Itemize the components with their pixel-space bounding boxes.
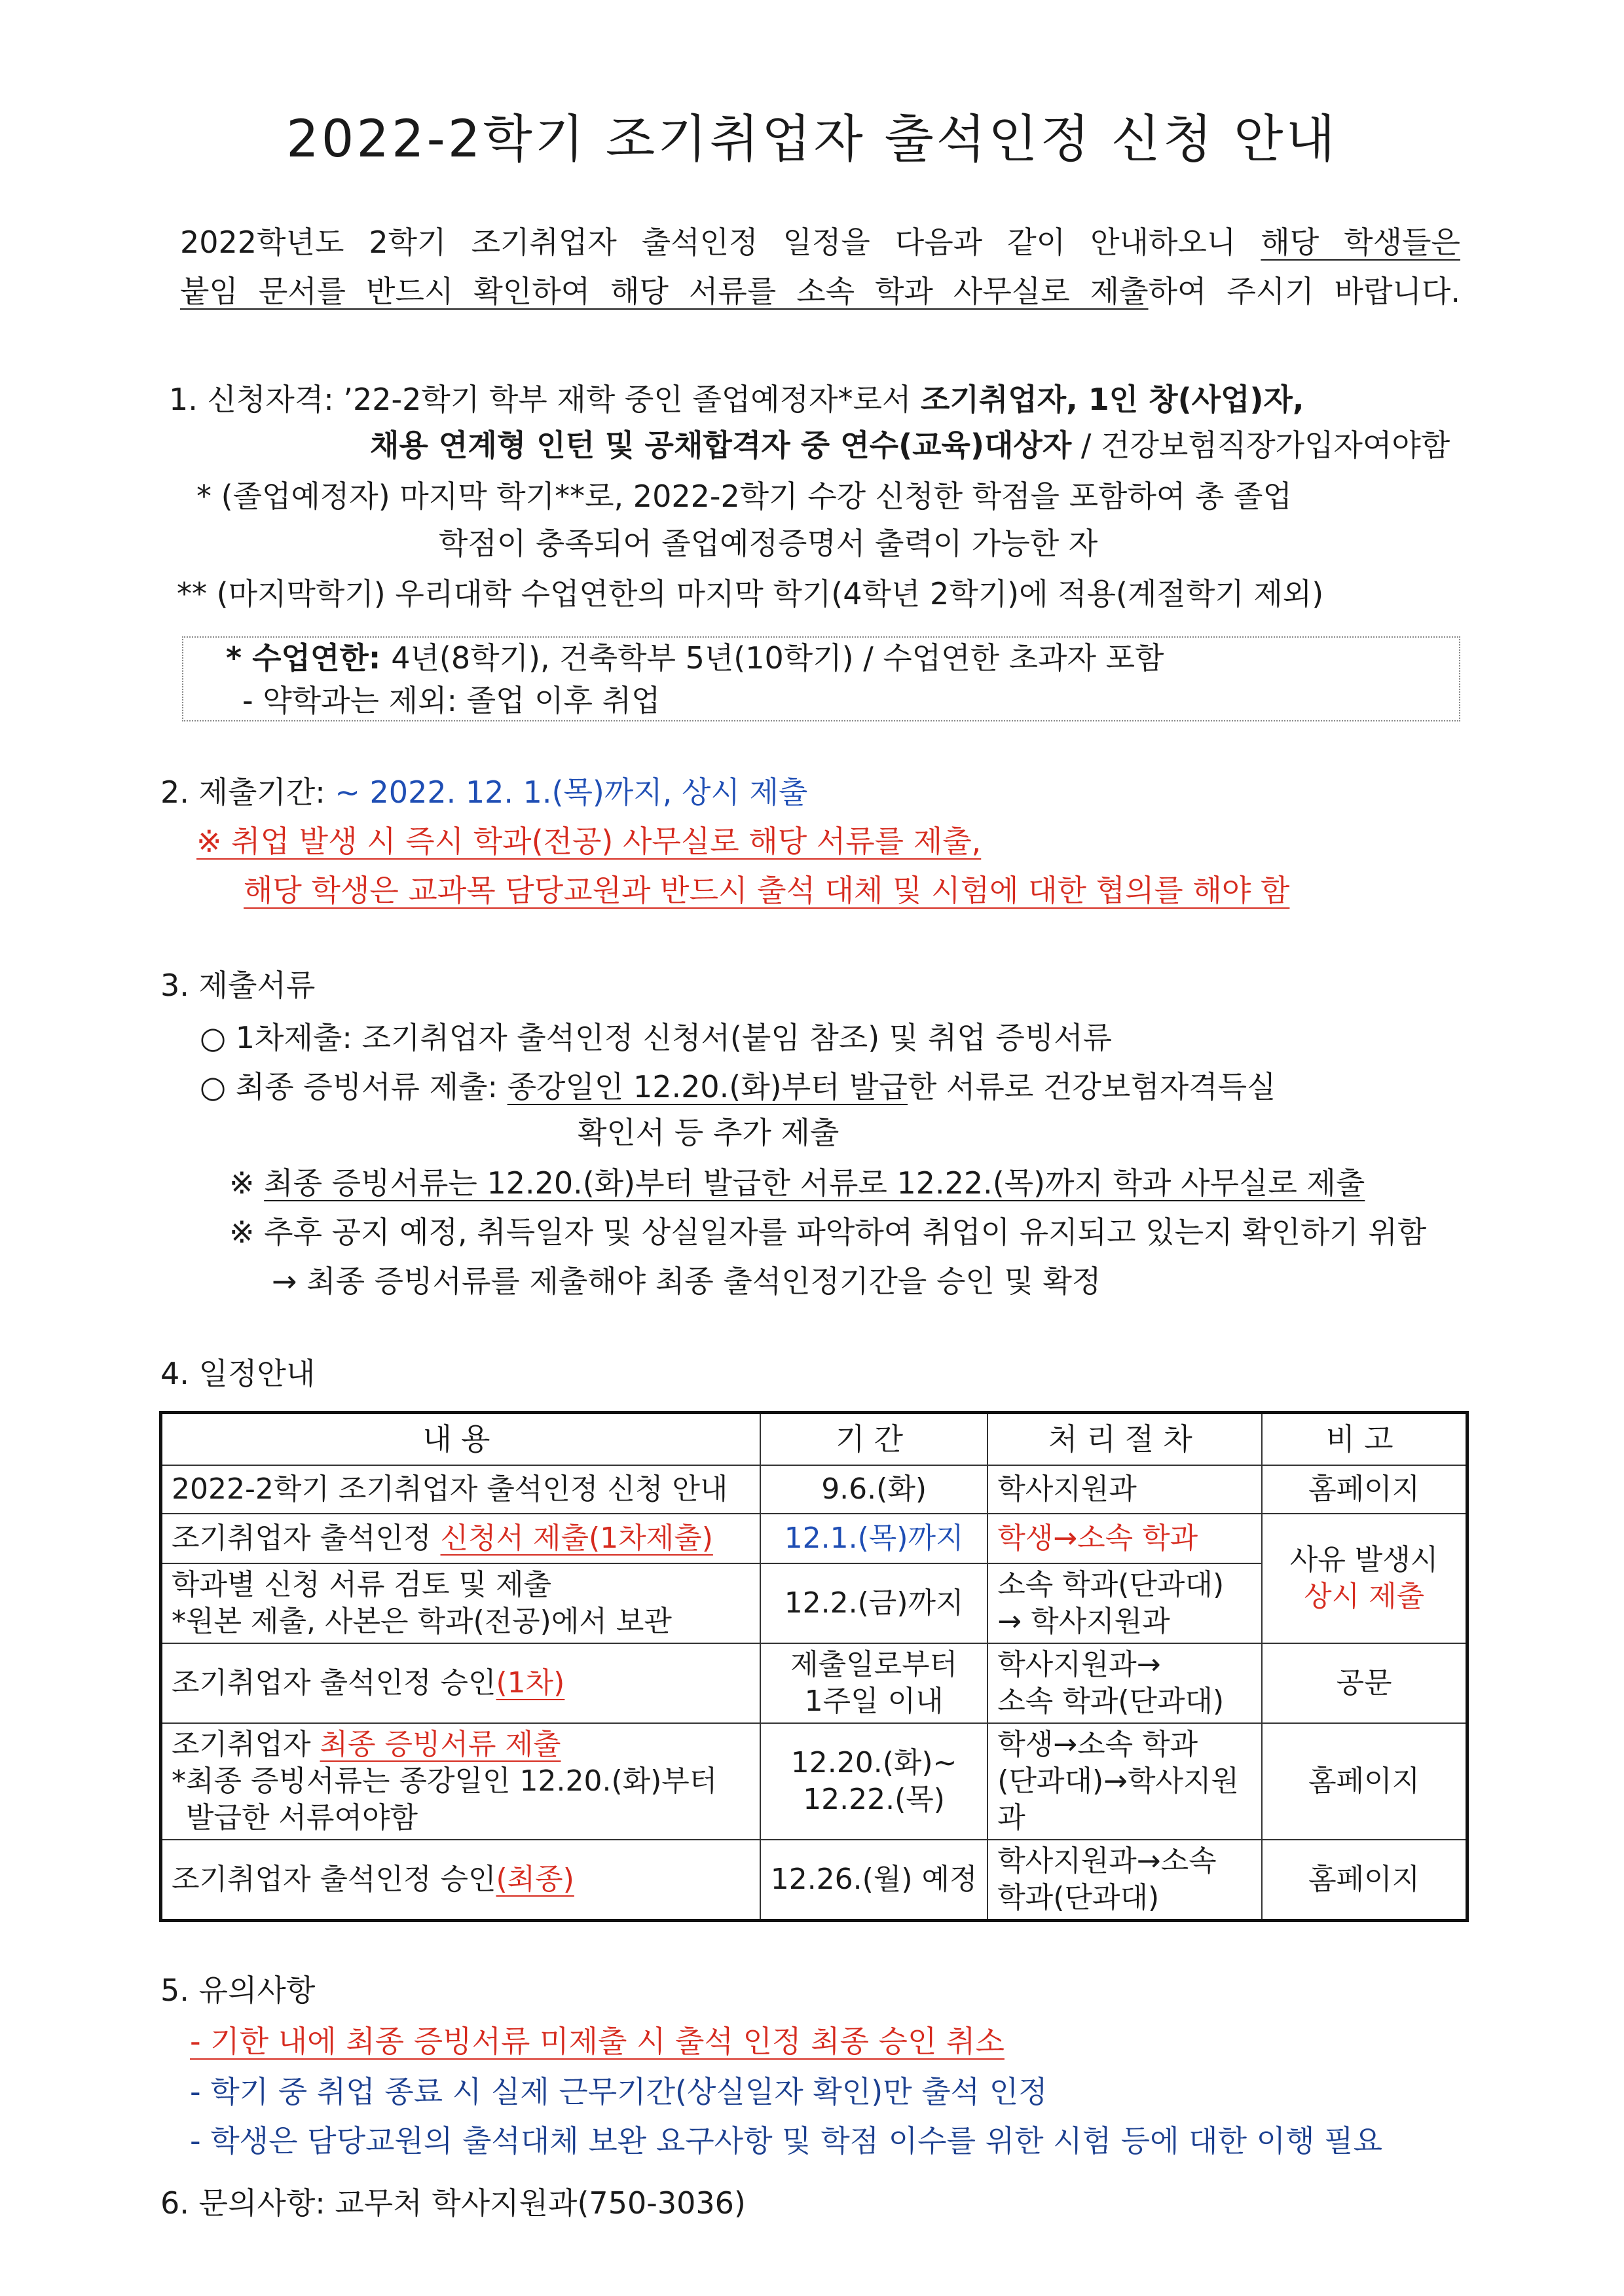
section-1-heading: 1. 신청자격: [169,382,344,417]
documents-item-2 [200,1067,1276,1106]
proc-line-2: 소속 학과(단과대) [997,1684,1225,1718]
table-row [161,1514,1467,1563]
header-content: 내용 [161,1413,760,1465]
documents-highlight: 종강일인 12.20.(화)부터 발급 [507,1069,908,1104]
cell-content [161,1840,760,1921]
section-1-line-2 [370,426,1450,465]
eligibility-bold: 채용 연계형 인턴 및 공채합격자 중 연수(교육)대상자 [370,428,1072,463]
cell-procedure: 학사지원과 [987,1465,1262,1514]
eligibility-text: / 건강보험직장가입자여야함 [1071,428,1450,463]
content-text: 조기취업자 출석인정 승인 [172,1862,496,1896]
caution-item-2: - 학기 중 취업 종료 시 실제 근무기간(상실일자 확인)만 출석 인정 [190,2074,1048,2109]
page-title: 2022-2학기 조기취업자 출석인정 신청 안내 [286,110,1338,169]
section-2-heading: 2. 제출기간: [160,774,335,810]
content-line-3: 발급한 서류여야함 [186,1800,418,1834]
content-line-2: *최종 증빙서류는 종강일인 12.20.(화)부터 [172,1764,718,1798]
proc-line-2: 학과(단과대) [997,1880,1160,1914]
final-docs-deadline: 최종 증빙서류는 12.20.(화)부터 발급한 서류로 12.22.(목)까지 학과 사무실로 제출 [264,1165,1365,1201]
study-period-text: 4년(8학기), 건축학부 5년(10학기) / 수업연한 초과자 포함 [391,640,1164,676]
cell-note [1262,1514,1467,1643]
cell-content: 2022-2학기 조기취업자 출석인정 신청 안내 [161,1465,760,1514]
cell-period: 12.26.(월) 예정 [760,1840,987,1921]
header-note: 비고 [1262,1413,1467,1465]
table-row [161,1643,1467,1723]
note-line-2: 상시 제출 [1304,1579,1425,1613]
schedule-table [159,1411,1469,1922]
cell-procedure [987,1643,1262,1723]
intro-text: 2022학년도 2학기 조기취업자 출석인정 일정을 다음과 같이 안내하오니 [180,225,1261,260]
documents-text: 한 서류로 건강보험자격득실 [908,1069,1276,1104]
section-6-contact: 6. 문의사항: 교무처 학사지원과(750-3036) [160,2185,746,2221]
cell-content [161,1563,760,1643]
table-row [161,1723,1467,1840]
study-period-label: * 수업연한: [226,640,392,676]
content-line-1 [172,1726,750,1763]
cell-procedure [987,1723,1262,1840]
documents-note-2: ※ 추후 공지 예정, 취득일자 및 상실일자를 파악하여 취업이 유지되고 있는지 확인하기 위함 [229,1214,1427,1250]
intro-line-2 [180,272,1460,311]
content-highlight: (1차) [496,1666,565,1700]
period-line-1: 12.20.(화)~ [790,1745,957,1779]
table-row [161,1840,1467,1921]
section-2-line-1 [160,773,807,812]
study-period-line-2: - 약학과는 제외: 졸업 이후 취업 [242,683,661,718]
cell-note: 홈페이지 [1262,1465,1467,1514]
cell-period: 12.1.(목)까지 [760,1514,987,1563]
submission-note-2: 해당 학생은 교과목 담당교원과 반드시 출석 대체 및 시험에 대한 협의를 해야 함 [244,873,1290,908]
period-line-2: 1주일 이내 [804,1684,944,1718]
proc-line-2: (단과대)→학사지원과 [997,1764,1240,1834]
table-header-row [161,1413,1467,1465]
intro-highlight: 붙임 문서를 반드시 확인하여 해당 서류를 소속 학과 사무실로 제출 [180,274,1149,309]
cell-period [760,1723,987,1840]
cell-note: 공문 [1262,1643,1467,1723]
note-graduate-1: * (졸업예정자) 마지막 학기**로, 2022-2학기 수강 신청한 학점을 포함하여 총 졸업 [196,479,1292,514]
eligibility-text: ’22-2학기 학부 재학 중인 졸업예정자*로서 [343,382,921,417]
documents-item-1: ○ 1차제출: 조기취업자 출석인정 신청서(붙임 참조) 및 취업 증빙서류 [200,1020,1113,1055]
table-row [161,1465,1467,1514]
cell-procedure [987,1563,1262,1643]
cell-content [161,1514,760,1563]
cell-period: 12.2.(금)까지 [760,1563,987,1643]
documents-text: ○ 최종 증빙서류 제출: [200,1069,507,1104]
proc-line-1: 학사지원과→ [997,1647,1161,1681]
intro-text: 하여 주시기 바랍니다. [1148,274,1461,309]
header-procedure: 처리절차 [987,1413,1262,1465]
cell-procedure: 학생→소속 학과 [987,1514,1262,1563]
documents-note-3: → 최종 증빙서류를 제출해야 최종 출석인정기간을 승인 및 확정 [272,1264,1101,1299]
section-1-line-1 [169,380,1304,419]
cell-note: 홈페이지 [1262,1723,1467,1840]
note-line-1: 사유 발생시 [1289,1542,1439,1576]
cell-note: 홈페이지 [1262,1840,1467,1921]
note-last-semester: ** (마지막학기) 우리대학 수업연한의 마지막 학기(4학년 2학기)에 적용(계절학기 제외) [177,576,1324,611]
content-highlight: (최종) [496,1862,574,1896]
content-highlight: 최종 증빙서류 제출 [320,1727,561,1761]
cell-period [760,1643,987,1723]
content-line-1: 학과별 신청 서류 검토 및 제출 [172,1567,551,1601]
intro-line-1 [180,223,1460,262]
proc-line-1: 학사지원과→소속 [997,1844,1217,1878]
submission-period: ~ 2022. 12. 1.(목)까지, 상시 제출 [335,774,808,810]
period-line-1: 제출일로부터 [790,1647,958,1681]
content-highlight: 신청서 제출(1차제출) [440,1521,713,1555]
eligibility-bold: 조기취업자, 1인 창(사업)자, [921,382,1304,417]
cell-procedure [987,1840,1262,1921]
proc-line-1: 학생→소속 학과 [997,1727,1198,1761]
content-line-2: *원본 제출, 사본은 학과(전공)에서 보관 [172,1604,672,1638]
intro-highlight: 해당 학생들은 [1261,225,1460,260]
documents-note-1 [229,1163,1365,1203]
caution-item-1: - 기한 내에 최종 증빙서류 미제출 시 출석 인정 최종 승인 취소 [190,2024,1005,2059]
proc-line-1: 소속 학과(단과대) [997,1567,1225,1601]
cell-period: 9.6.(화) [760,1465,987,1514]
cell-content [161,1643,760,1723]
section-5-heading: 5. 유의사항 [160,1973,316,2008]
content-text: 조기취업자 [172,1727,320,1761]
caution-item-3: - 학생은 담당교원의 출석대체 보완 요구사항 및 학점 이수를 위한 시험 등에 대한 이행 필요 [190,2123,1383,2159]
content-text: 조기취업자 출석인정 승인 [172,1666,496,1700]
note-graduate-2: 학점이 충족되어 졸업예정증명서 출력이 가능한 자 [439,526,1098,561]
header-period: 기간 [760,1413,987,1465]
section-3-heading: 3. 제출서류 [160,968,316,1003]
note-mark: ※ [229,1165,265,1201]
study-period-line-1 [226,638,1164,678]
content-text: 조기취업자 출석인정 [172,1521,441,1555]
proc-line-2: → 학사지원과 [997,1604,1170,1638]
cell-content [161,1723,760,1840]
submission-note-1: ※ 취업 발생 시 즉시 학과(전공) 사무실로 해당 서류를 제출, [196,824,982,859]
period-line-2: 12.22.(목) [803,1782,945,1816]
section-4-heading: 4. 일정안내 [160,1356,316,1391]
documents-item-2-cont: 확인서 등 추가 제출 [578,1115,840,1150]
